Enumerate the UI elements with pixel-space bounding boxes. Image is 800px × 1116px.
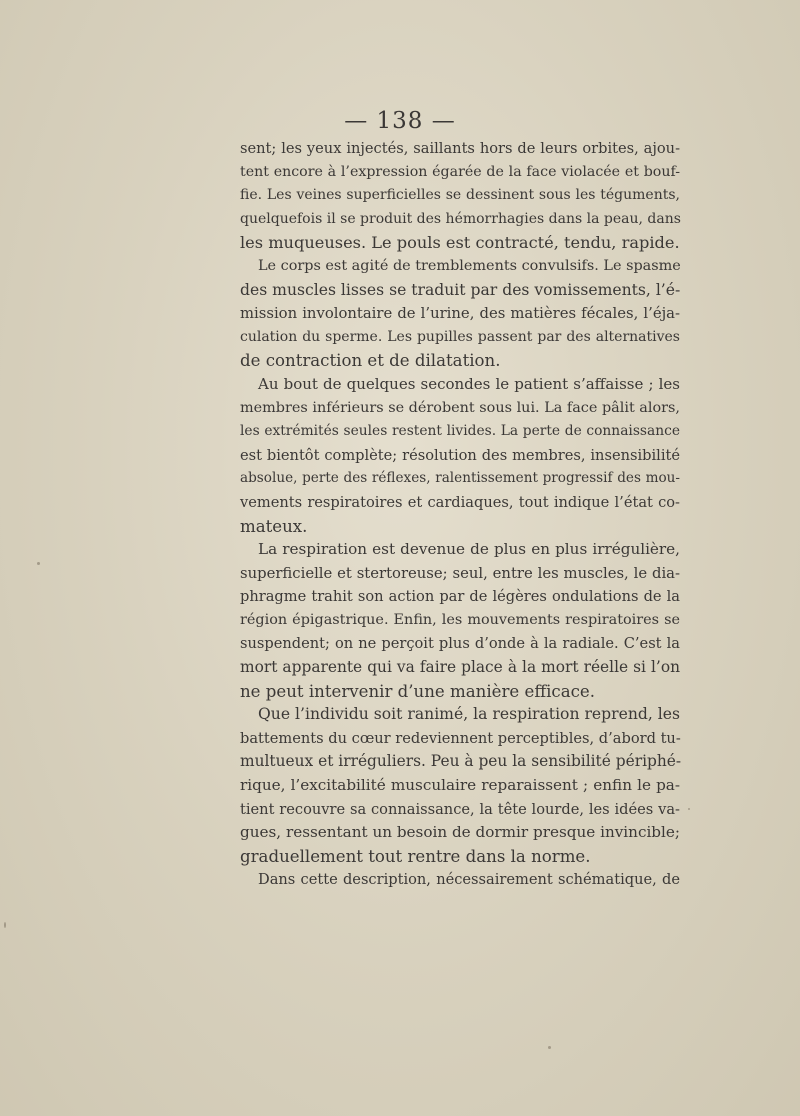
text-line: des muscles lisses se traduit par des vomissements, l’é-: [240, 280, 681, 299]
text-line: gues, ressentant un besoin de dormir presque invincible;: [240, 823, 680, 842]
text-line: mission involontaire de l’urine, des matières fécales, l’éja-: [240, 305, 680, 323]
text-line: mateux.: [240, 516, 308, 536]
text-line: les muqueuses. Le pouls est contracté, tendu, rapide.: [240, 233, 680, 253]
text-line: quelquefois il se produit des hémorrhagies dans la peau, dans: [240, 210, 681, 227]
text-line: superficielle et stertoreuse; seul, entre les muscles, le dia-: [240, 564, 680, 582]
body-text: [240, 137, 680, 892]
text-line: membres inférieurs se dérobent sous lui. La face pâlit alors,: [240, 399, 680, 416]
text-line: Dans cette description, nécessairement schématique, de: [258, 871, 680, 889]
text-line: suspendent; on ne perçoit plus d’onde à la radiale. C’est la: [240, 635, 680, 653]
text-line: phragme trahit son action par de légères ondulations de la: [240, 588, 680, 606]
text-line: culation du sperme. Les pupilles passent par des alternatives: [240, 328, 680, 345]
text-line: est bientôt complète; résolution des membres, insensibilité: [240, 446, 680, 464]
paper-speck: [548, 1046, 551, 1049]
text-line: vements respiratoires et cardiaques, tout indique l’état co-: [240, 493, 680, 511]
text-line: multueux et irréguliers. Peu à peu la sensibilité périphé-: [240, 752, 682, 771]
text-line: tient recouvre sa connaissance, la tête lourde, les idées va-: [240, 800, 680, 818]
text-line: Que l’individu soit ranimé, la respiration reprend, les: [258, 705, 680, 724]
text-line: de contraction et de dilatation.: [240, 351, 501, 371]
paper-speck: [688, 808, 690, 810]
text-line: région épigastrique. Enfin, les mouvements respiratoires se: [240, 611, 680, 628]
text-line: battements du cœur redeviennent perceptibles, d’abord tu-: [240, 729, 681, 747]
paper-speck: [4, 922, 6, 928]
page-number-header: — 138 —: [344, 108, 456, 134]
paper-speck: [37, 562, 40, 565]
text-line: sent; les yeux injectés, saillants hors de leurs orbites, ajou-: [240, 140, 680, 157]
text-line: absolue, perte des réflexes, ralentissement progressif des mou-: [240, 470, 680, 487]
text-line: Au bout de quelques secondes le patient s’affaisse ; les: [258, 374, 680, 393]
text-line: rique, l’excitabilité musculaire reparaissent ; enfin le pa-: [240, 776, 680, 795]
text-line: tent encore à l’expression égarée de la face violacée et bouf-: [240, 163, 680, 180]
text-line: fie. Les veines superficielles se dessinent sous les téguments,: [240, 187, 680, 204]
text-line: La respiration est devenue de plus en plus irrégulière,: [258, 540, 680, 559]
text-line: les extrémités seules restent livides. La perte de connaissance: [240, 423, 680, 440]
text-line: ne peut intervenir d’une manière efficace.: [240, 681, 595, 701]
text-line: Le corps est agité de tremblements convulsifs. Le spasme: [258, 257, 681, 274]
text-line: graduellement tout rentre dans la norme.: [240, 846, 591, 866]
text-line: mort apparente qui va faire place à la mort réelle si l’on: [240, 658, 680, 677]
